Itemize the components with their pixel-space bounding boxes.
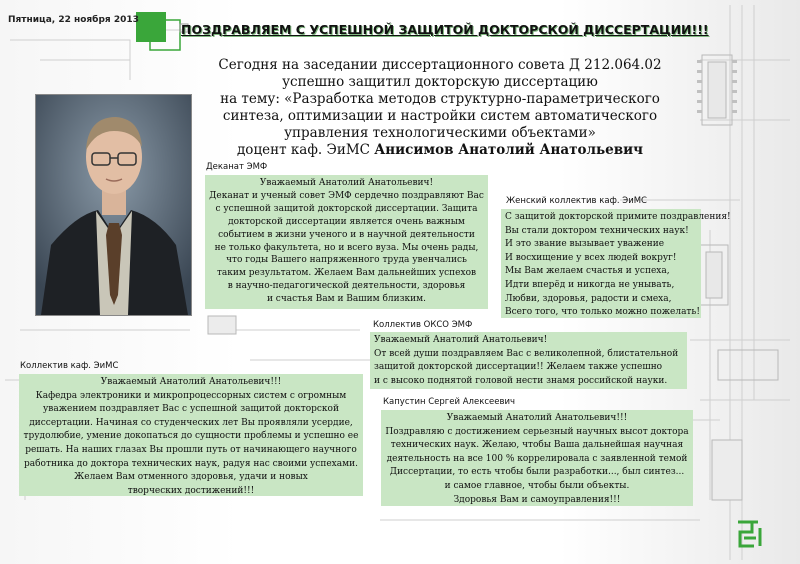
dept-message-line: Желаем Вам отменного здоровья, удачи и новых (74, 472, 308, 483)
women-message-line: Идти вперёд и никогда не унывать, (505, 279, 675, 290)
announcement-line-1: Сегодня на заседании диссертационного совета Д 212.064.02 (218, 57, 662, 73)
dean-message-line: с успешной защитой докторской диссертации. Защита (215, 203, 478, 214)
announcement-line-6 (190, 142, 690, 159)
dean-message-line: и счастья Вам и Вашим близким. (266, 294, 427, 305)
dept-message-line: работника до доктора технических наук, радуя нас своими успехами. (24, 458, 358, 469)
dean-message-line: в научно-педагогической деятельности, здоровья (227, 281, 466, 292)
announcement-line-4: синтеза, оптимизации и настройки систем автоматического (222, 108, 658, 124)
page-title: ПОЗДРАВЛЯЕМ С УСПЕШНОЙ ЗАЩИТОЙ ДОКТОРСКОЙ ДИССЕРТАЦИИ!!! (181, 22, 709, 37)
dean-message-line: таким результатом. Желаем Вам дальнейших успехов (216, 268, 477, 279)
dean-message-line: Уважаемый Анатолий Анатольевич! (259, 178, 434, 188)
announcement-line-5: управления технологическими объектами» (284, 125, 596, 141)
kapustin-message-line: технических наук. Желаю, чтобы Ваша дальнейшая научная (390, 440, 684, 451)
dept-message-line: Уважаемый Анатолий Анатольевич!!! (100, 377, 282, 387)
kapustin-label: Капустин Сергей Алексеевич (383, 397, 516, 407)
dept-message-line: уважением поздравляет Вас с успешной защитой докторской (43, 404, 339, 415)
dean-message-line: Деканат и ученый совет ЭМФ сердечно поздравляют Вас (209, 190, 484, 201)
dept-message-line: решать. На наших глазах Вы прошли путь от начинающего научного (25, 444, 357, 455)
dean-label: Деканат ЭМФ (206, 162, 268, 172)
dept-message-line: Кафедра электроники и микропроцессорных систем с огромным (35, 390, 347, 401)
kapustin-message-line: и самое главное, чтобы были объекты. (444, 480, 630, 491)
women-message (501, 209, 731, 318)
kapustin-message-line: Уважаемый Анатолий Анатольевич!!! (446, 413, 628, 423)
women-message-line: И это звание вызывает уважение (505, 239, 665, 250)
okso-message (370, 332, 687, 389)
dept-message-line: трудолюбие, умение докопаться до сущности проблемы и успешно ее (23, 431, 359, 442)
dept-message-line: диссертации. Начиная со студенческих лет Вы проявляли усердие, (29, 417, 353, 428)
date-text: Пятница, 22 ноября 2013 (8, 15, 139, 25)
okso-message-line: и с высоко поднятой головой нести знамя российской науки. (374, 375, 668, 386)
women-message-line: Всего того, что только можно пожелать! (505, 307, 700, 318)
dean-message-line: докторской диссертации является очень важным (228, 216, 465, 227)
announcement-line-2: успешно защитил докторскую диссертацию (282, 74, 598, 90)
dean-message-line: событием в жизни ученого и в научной деятельности (218, 229, 475, 240)
announcement (190, 57, 690, 159)
okso-message-line: От всей души поздравляем Вас с великолепной, блистательной (374, 348, 679, 359)
dept-message (19, 374, 363, 496)
women-message-line: И восхищение у всех людей вокруг! (505, 252, 677, 263)
dean-message-line: не только факультета, но и всего вуза. Мы очень рады, (214, 242, 479, 253)
dean-message (205, 175, 488, 309)
dept-message-line: творческих достижений!!! (127, 485, 255, 496)
women-message-line: Мы Вам желаем счастья и успеха, (505, 266, 670, 277)
portrait-photo (35, 94, 192, 316)
kapustin-message-line: деятельность на все 100 % коррелировала с заявленной темой (386, 453, 688, 464)
okso-message-line: Уважаемый Анатолий Анатольевич! (374, 335, 548, 345)
kapustin-message-line: Диссертации, то есть чтобы были разработки..., был синтез... (389, 467, 685, 478)
kapustin-message-line: Поздравляю с достижением серьезный научных высот доктора (385, 426, 689, 437)
women-message-line: С защитой докторской примите поздравления! (505, 212, 731, 222)
dept-label: Коллектив каф. ЭиМС (20, 361, 119, 371)
honoree-name: Анисимов Анатолий Анатольевич (374, 142, 643, 158)
okso-label: Коллектив ОКСО ЭМФ (373, 320, 473, 330)
dean-message-line: что годы Вашего напряженного труда увенчались (226, 255, 467, 266)
women-message-line: Вы стали доктором технических наук! (505, 225, 689, 236)
women-message-line: Любви, здоровья, радости и смеха, (505, 293, 672, 304)
women-label: Женский коллектив каф. ЭиМС (506, 196, 647, 206)
announcement-line-3: на тему: «Разработка методов структурно-параметрического (220, 91, 660, 107)
position-text: доцент каф. ЭиМС (237, 142, 375, 158)
kapustin-message (381, 410, 693, 506)
kapustin-message-line: Здоровья Вам и самоуправления!!! (453, 494, 621, 505)
okso-message-line: защитой докторской диссертации!! Желаем также успешно (374, 362, 663, 373)
